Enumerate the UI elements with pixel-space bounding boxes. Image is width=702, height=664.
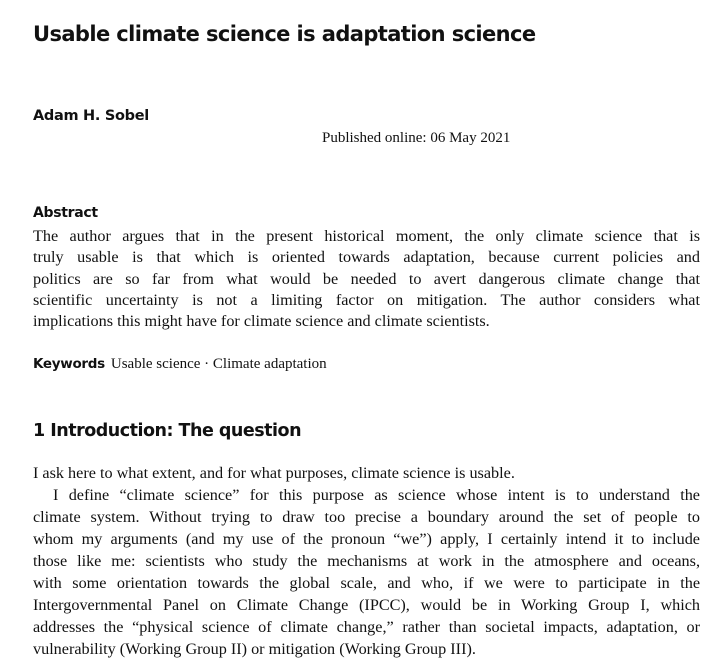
paragraph-line: Intergovernmental Panel on Climate Change (IPCC), would be in Working Group I, which [33,596,700,614]
paragraph-line: I ask here to what extent, and for what purposes, climate science is usable. [33,464,515,482]
paragraph-line: I define “climate science” for this purpose as science whose intent is to understand the [53,486,700,504]
paragraph-line: climate system. Without trying to draw too precise a boundary around the set of people to [33,508,700,526]
section-body [33,462,700,660]
published-date: Published online: 06 May 2021 [322,130,511,146]
paragraph-line: vulnerability (Working Group II) or mitigation (Working Group III). [33,640,476,658]
paper-title: Usable climate science is adaptation science [33,22,536,46]
section-heading: 1 Introduction: The question [33,421,302,441]
paragraph-line: those like me: scientists who study the mechanisms at work in the atmosphere and oceans, [33,552,700,570]
paragraph-line: addresses the “physical science of climate change,” rather than societal impacts, adaptation, or [33,618,700,636]
author-name: Adam H. Sobel [33,108,149,124]
abstract-heading: Abstract [33,205,98,221]
paragraph-line: whom my arguments (and my use of the pronoun “we”) apply, I certainly intend it to include [33,530,700,548]
abstract-line: politics are so far from what would be needed to avert dangerous climate change that [33,269,700,288]
keywords [33,356,327,373]
abstract-line: implications this might have for climate science and climate scientists. [33,312,490,331]
keywords-text: Usable science · Climate adaptation [110,356,327,372]
keywords-label: Keywords [33,356,105,372]
abstract-line: truly usable is that which is oriented towards adaptation, because current policies and [33,248,700,267]
abstract-line: scientific uncertainty is not a limiting factor on mitigation. The author considers what [33,290,700,309]
abstract-body [33,226,700,332]
paragraph-line: with some orientation towards the global scale, and who, if we were to participate in the [33,574,700,592]
abstract-line: The author argues that in the present historical moment, the only climate science that is [33,227,700,245]
